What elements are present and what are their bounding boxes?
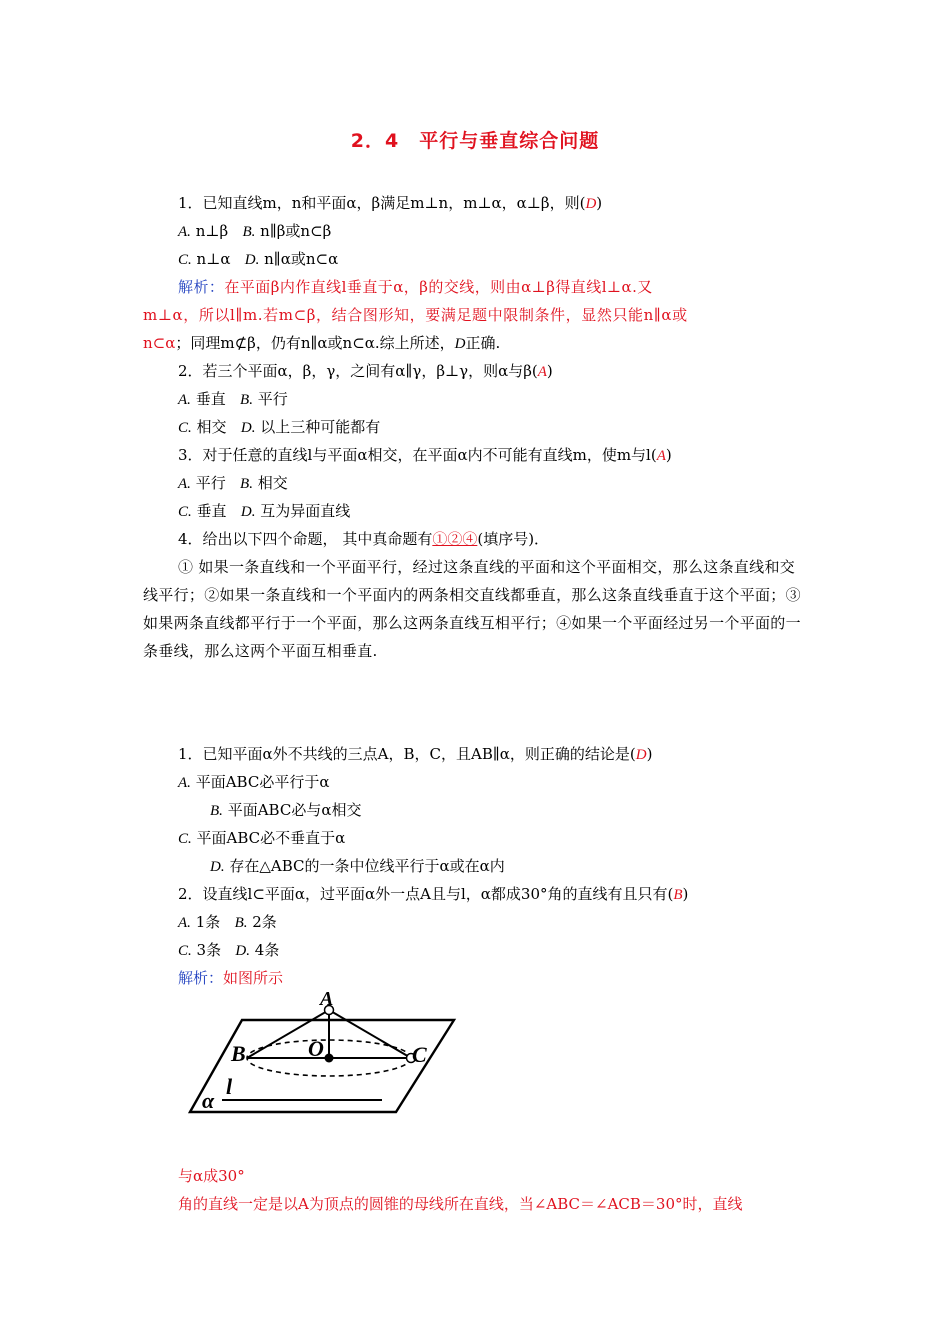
segment-ac	[329, 1010, 411, 1058]
p2-q2-after-line1: 与α成30°	[178, 1167, 245, 1185]
label-a: A	[320, 990, 334, 1010]
label-c: C	[412, 1042, 427, 1067]
p1-q3-options-ab: A. 平行 B. 相交	[178, 474, 288, 492]
p1-q1-analysis-line2: m⊥α，所以l∥m.若m⊂β，结合图形知，要满足题中限制条件，显然只能n∥α或	[143, 306, 688, 324]
label-alpha: α	[202, 1088, 215, 1113]
p1-q1-analysis-line1: 解析：在平面β内作直线l垂直于α，β的交线，则由α⊥β得直线l⊥α.又	[178, 278, 653, 296]
point-o	[325, 1054, 334, 1063]
label-b: B	[231, 1041, 246, 1066]
p1-q1-options-cd: C. n⊥α D. n∥α或n⊂α	[178, 250, 339, 268]
p1-q1-stem: 1．已知直线m，n和平面α，β满足m⊥n，m⊥α，α⊥β，则(D)	[178, 194, 603, 212]
p2-q2-stem: 2．设直线l⊂平面α，过平面α外一点A且与l，α都成30°角的直线有且只有(B)	[178, 885, 689, 903]
p2-q1-option-a: A. 平面ABC必平行于α	[178, 773, 330, 791]
p1-q4-stem: 4．给出以下四个命题， 其中真命题有①②④(填序号)．	[178, 530, 550, 548]
answer: ①②④	[432, 530, 478, 548]
answer: D	[585, 196, 597, 212]
p2-q2-options-ab: A. 1条 B. 2条	[178, 913, 277, 931]
p1-q3-options-cd: C. 垂直 D. 互为异面直线	[178, 502, 351, 520]
p1-q1-options-ab: A. n⊥β B. n∥β或n⊂β	[178, 222, 332, 240]
p1-q2-options-ab: A. 垂直 B. 平行	[178, 390, 288, 408]
p2-q1-option-c: C. 平面ABC必不垂直于α	[178, 829, 346, 847]
label-l: l	[226, 1074, 233, 1099]
p2-q1-stem: 1．已知平面α外不共线的三点A，B，C，且AB∥α，则正确的结论是(D)	[178, 745, 653, 763]
p1-q2-stem: 2．若三个平面α，β，γ，之间有α∥γ，β⊥γ，则α与β(A)	[178, 362, 553, 380]
cone-plane-figure	[182, 990, 458, 1118]
p2-q2-options-cd: C. 3条 D. 4条	[178, 941, 280, 959]
p1-q2-options-cd: C. 相交 D. 以上三种可能都有	[178, 418, 381, 436]
p1-q1-analysis-line3: n⊂α；同理m⊄β，仍有n∥α或n⊂α.综上所述，D正确.	[143, 334, 501, 352]
answer: A	[656, 448, 666, 464]
answer: D	[635, 747, 647, 763]
page-title: 2．4 平行与垂直综合问题	[350, 130, 600, 152]
p2-q1-option-b: B. 平面ABC必与α相交	[210, 801, 362, 819]
p2-q1-option-d: D. 存在△ABC的一条中位线平行于α或在α内	[210, 857, 505, 875]
p2-q2-analysis: 解析：如图所示	[178, 969, 284, 987]
p2-q2-after-line2: 角的直线一定是以A为顶点的圆锥的母线所在直线，当∠ABC＝∠ACB＝30°时，直线	[178, 1195, 743, 1213]
answer: A	[537, 364, 547, 380]
answer: B	[673, 887, 683, 903]
p1-q4-body: ① 如果一条直线和一个平面平行，经过这条直线的平面和这个平面相交，那么这条直线和交线平行；②如果一条直线和一个平面内的两条相交直线都垂直，那么这条直线垂直于这个平面；③如果两条直线都平行于一个平面，那么这两条直线互相平行；④如果一个平面经过另一个平面的一条垂线，那么这两个平面互相垂直.	[143, 558, 801, 660]
p1-q3-stem: 3．对于任意的直线l与平面α相交，在平面α内不可能有直线m，使m与l(A)	[178, 446, 672, 464]
label-o: O	[308, 1036, 324, 1061]
